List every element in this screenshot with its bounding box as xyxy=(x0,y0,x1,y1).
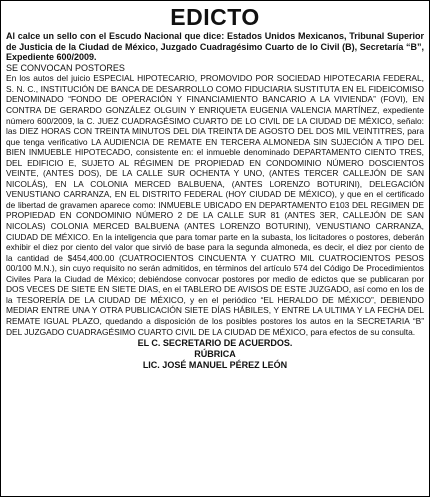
signature-role: EL C. SECRETARIO DE ACUERDOS. xyxy=(137,338,293,349)
convocan-postores: SE CONVOCAN POSTORES xyxy=(6,62,125,73)
signature-rubrica: RÚBRICA xyxy=(194,348,236,359)
seal-header: Al calce un sello con el Escudo Nacional que dice: Estados Unidos Mexicanos, Tribunal Superior de Justicia de la Ciudad de México, Juzgado Cuadragésimo Cuarto de lo Civil (B), Secretaría “B”, Expediente 600/2009. xyxy=(6,31,424,63)
notice-title: EDICTO xyxy=(170,4,260,30)
signature-block xyxy=(6,338,424,370)
notice-body xyxy=(6,73,424,337)
notice-body-text: En los autos del juicio ESPECIAL HIPOTECARIO, PROMOVIDO POR SOCIEDAD HIPOTECARIA FEDERAL, S. N. C., INSTITUCIÓN DE BANCA DE DESARROLLO COMO FIDUCIARIA SUSTITUTA EN EL FIDEICOMISO DENOMINADO “FONDO DE OPERACIÓN Y FINANCIAMIENTO BANCARIO A LA VIVIENDA” (FOVI), EN CONTRA DE GERARDO GONZÁLEZ OLGUIN Y ENRIQUETA EUGENIA VALENCIA MARTÍNEZ, expediente número 600/2009, la C. JUEZ CUADRAGÉSIMO CUARTO DE LO CIVIL DE LA CIUDAD DE MÉXICO, señalo: las DIEZ HORAS CON TREINTA MINUTOS DEL DIA TREINTA DE AGOSTO DEL DOS MIL VEINTITRES, para que tenga verificativo LA AUDIENCIA DE REMATE EN TERCERA ALMONEDA SIN SUJECIÓN A TIPO DEL BIEN INMUEBLE HIPOTECADO, consistente en: el inmueble denominado DEPARTAMENTO CIENTO TRES, DEL EDIFICIO E, SUJETO AL RÉGIMEN DE PROPIEDAD EN CONDOMINIO NÚMERO DOSCIENTOS VEINTE, (ANTES DOS), DE LA CALLE SUR OCHENTA Y UNO, (ANTES TERCER CALLEJÓN DE SAN NICOLÁS), EN LA COLONIA MERCED BALBUENA, (ANTES LORENZO BOTURINI), DELEGACIÓN VENUSTIANO CARRANZA, EN EL DISTRITO FEDERAL (HOY CIUDAD DE MÉXICO), y que en el certificado de libertad de gravamen aparece como: INMUEBLE UBICADO EN DEPARTAMENTO E103 DEL REGIMEN DE PROPIEDAD EN CONDOMINIO NÚMERO 2 DE LA CALLE SUR 81 (ANTES 3ER, CALLEJÓN DE SAN NICOLAS) COLONIA MERCED BALBUENA (ANTES LORENZO BOTURINI), VENUSTIANO CARRANZA, CIUDAD DE MÉXICO. En la inteligencia que para tomar parte en la subasta, los licitadores o postores, deberán exhibir el diez por ciento del valor que sirvió de base para la segunda almoneda, es decir, el diez por ciento de la cantidad de $454,400.00 (CUATROCIENTOS CINCUENTA Y CUATRO MIL CUATROCIENTOS PESOS 00/100 M.N.), sin cuyo requisito no serán admitidos, en términos del artículo 574 del Código De Procedimientos Civiles Para la Ciudad de México; debiéndose convocar postores por medio de edictos que se publicaran por DOS VECES DE SIETE EN SIETE DIAS, en el TABLERO DE AVISOS DE ESTE JUZGADO, así como en los de la TESORERÍA DE LA CIUDAD DE MÉXICO, y en el periódico “EL HERALDO DE MÉXICO”, DEBIENDO MEDIAR ENTRE UNA Y OTRA PUBLICACIÓN SIETE DÍAS HÁBILES, Y ENTRE LA ULTIMA Y LA FECHA DEL REMATE IGUAL PLAZO, quedando a disposición de los posibles postores los autos en la SECRETARIA “B” DEL JUZGADO CUADRAGÉSIMO CUARTO CIVIL DE LA CIUDAD DE MÉXICO, para efectos de su consulta. xyxy=(6,73,424,337)
signature-name: LIC. JOSÉ MANUEL PÉREZ LEÓN xyxy=(142,359,288,370)
